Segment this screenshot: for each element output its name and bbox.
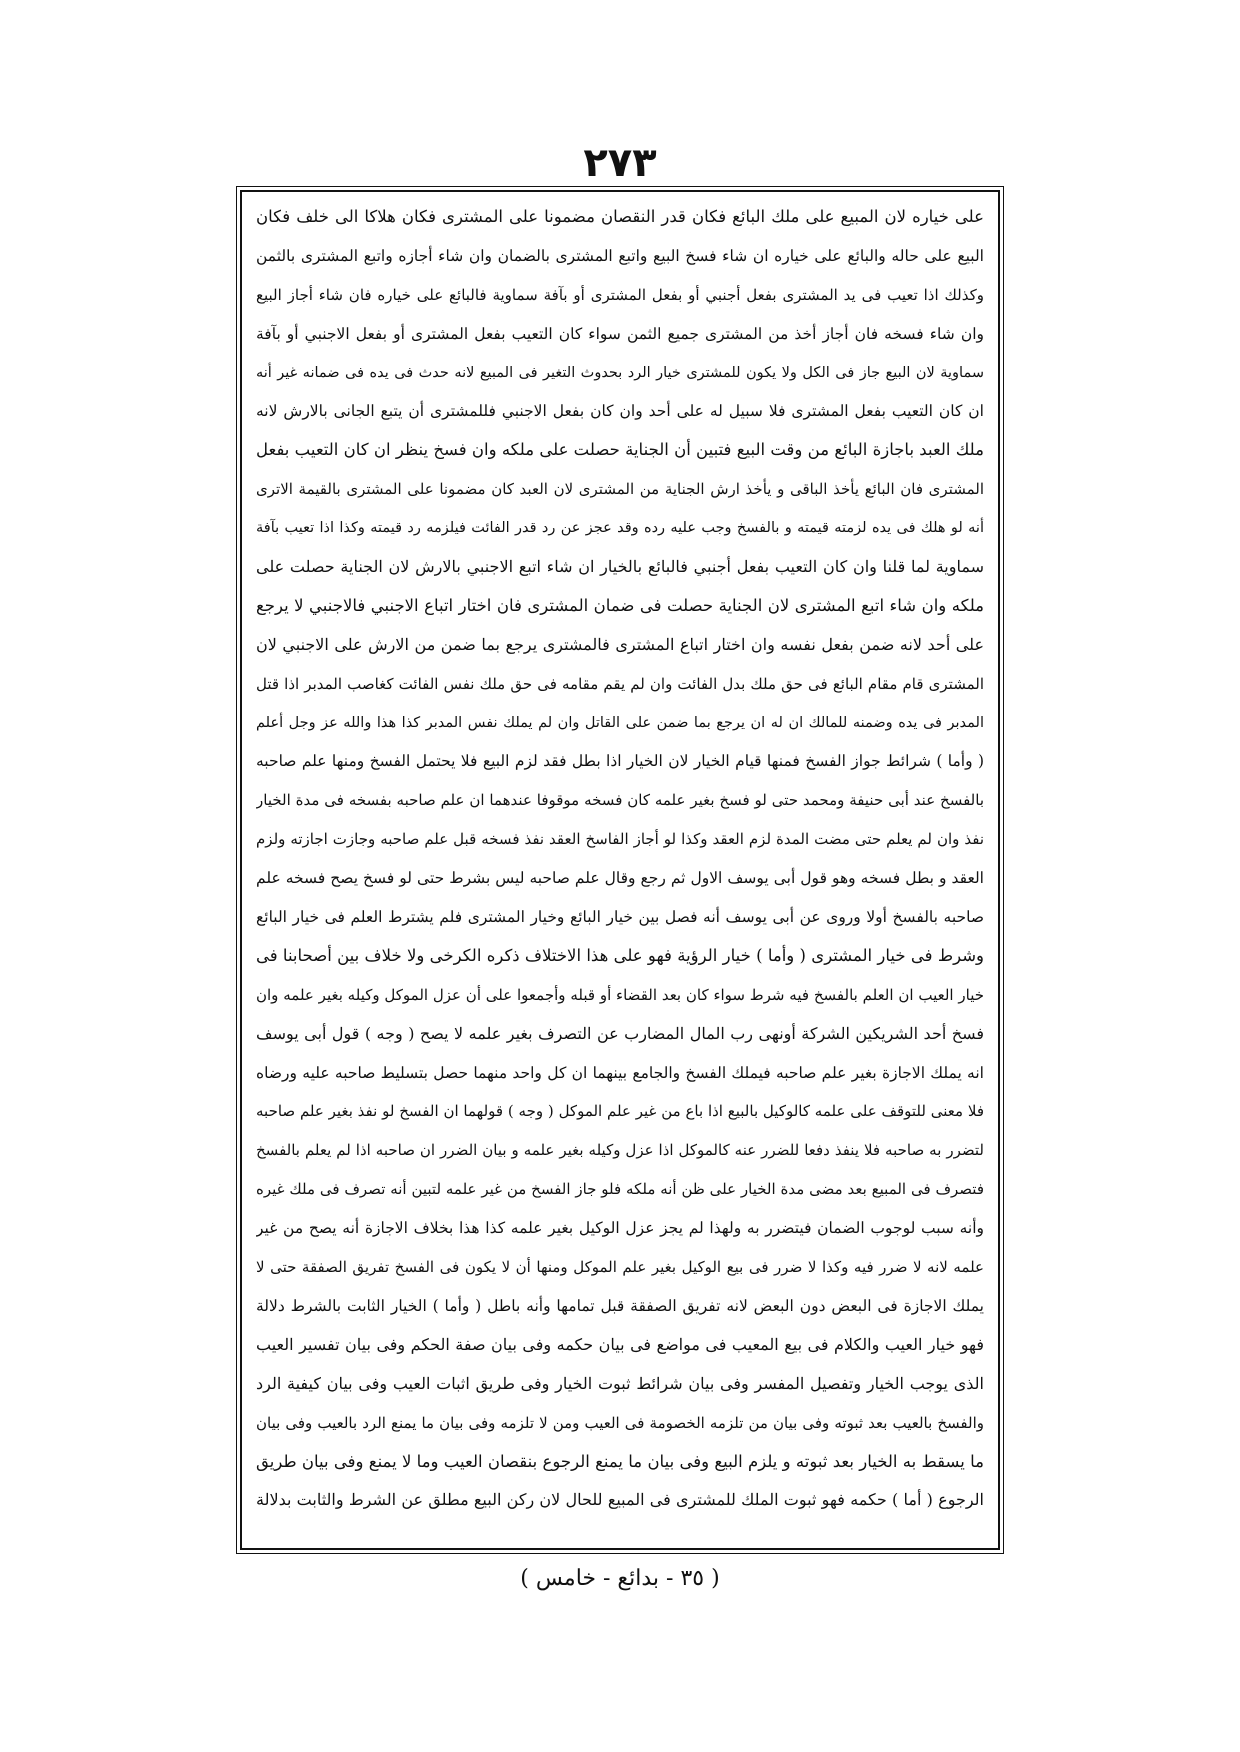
text-line: فتصرف فى المبيع بعد مضى مدة الخيار على ظن أنه ملكه فلو جاز الفسخ من غير علمه لتبين أنه تصرف فى ملك غيره bbox=[256, 1180, 984, 1199]
text-line: خيار العيب ان العلم بالفسخ فيه شرط سواء كان بعد القضاء أو قبله وأجمعوا على أن عزل الموكل وكيله بغير علمه وان bbox=[256, 985, 984, 1004]
text-line: البيع على حاله والبائع على خياره ان شاء فسخ البيع واتبع المشترى بالضمان وان شاء أجازه واتبع المشترى بالثمن bbox=[256, 246, 984, 265]
text-line: انه يملك الاجازة بغير علم صاحبه فيملك الفسخ والجامع بينهما ان كل واحد منهما حصل بتسليط صاحبه عليه ورضاه bbox=[256, 1063, 984, 1082]
page-footer: ( ٣٥ - بدائع - خامس ) bbox=[520, 1566, 720, 1591]
text-line: على أحد لانه ضمن بفعل نفسه وان اختار اتباع المشترى فالمشترى يرجع بما ضمن من الارش على الاجنبي لان bbox=[256, 634, 984, 654]
text-line: والفسخ بالعيب بعد ثبوته وفى بيان من تلزمه الخصومة فى العيب ومن لا تلزمه وفى بيان ما يمنع الرد بالعيب وفى بيان bbox=[256, 1413, 984, 1432]
text-line: ( وأما ) شرائط جواز الفسخ فمنها قيام الخيار لان الخيار اذا بطل فقد لزم البيع فلا يحتمل الفسخ ومنها علم صاحبه bbox=[256, 752, 984, 771]
text-line: المدبر فى يده وضمنه للمالك ان له ان يرجع بما ضمن على القاتل وان لم يملك نفس المدبر كذا هذا والله عز وجل أعلم bbox=[256, 714, 984, 731]
text-line: المشترى فان البائع يأخذ الباقى و يأخذ ارش الجناية من المشترى لان العبد كان مضمونا على المشترى بالقيمة الاترى bbox=[256, 480, 984, 499]
text-body bbox=[256, 198, 984, 1520]
text-line: ملك العبد باجازة البائع من وقت البيع فتبين أن الجناية حصلت على ملكه وان فسخ ينظر ان كان التعيب بفعل bbox=[256, 440, 984, 460]
text-line: على خياره لان المبيع على ملك البائع فكان قدر النقصان مضمونا على المشترى فكان هلاكا الى خلف فكان bbox=[256, 207, 984, 226]
text-line: صاحبه بالفسخ أولا وروى عن أبى يوسف أنه فصل بين خيار البائع وخيار المشترى فلم يشترط العلم فى خيار البائع bbox=[256, 908, 984, 927]
text-line: علمه لانه لا ضرر فيه وكذا لا ضرر فى بيع الوكيل بغير علم الموكل ومنها أن لا يكون فى الفسخ تفريق الصفقة حتى لا bbox=[256, 1258, 984, 1277]
text-line: ملكه وان شاء اتبع المشترى لان الجناية حصلت فى ضمان المشترى فان اختار اتباع الاجنبي فالاجنبي لا يرجع bbox=[256, 595, 984, 615]
text-line: سماوية لان البيع جاز فى الكل ولا يكون للمشترى خيار الرد بحدوث التغير فى المبيع لانه حدث فى يده فى ضمانه غير أنه bbox=[256, 364, 984, 381]
text-line: وان شاء فسخه فان أجاز أخذ من المشترى جميع الثمن سواء كان التعيب بفعل المشترى أو بفعل الاجنبي أو بآفة bbox=[256, 324, 984, 343]
text-line: المشترى قام مقام البائع فى حق ملك بدل الفائت وان لم يقم مقامه فى حق ملك نفس الفائت كغاصب المدبر اذا قتل bbox=[256, 674, 984, 693]
text-line: يملك الاجازة فى البعض دون البعض لانه تفريق الصفقة قبل تمامها وأنه باطل ( وأما ) الخيار الثابت بالشرط دلالة bbox=[256, 1296, 984, 1315]
text-line: سماوية لما قلنا وان كان التعيب بفعل أجنبي فالبائع بالخيار ان شاء اتبع الاجنبي بالارش لان الجناية حصلت على bbox=[256, 557, 984, 577]
text-line: وكذلك اذا تعيب فى يد المشترى بفعل أجنبي أو بفعل المشترى أو بآفة سماوية فالبائع على خياره فان شاء أجاز البيع bbox=[256, 285, 984, 304]
text-line: بالفسخ عند أبى حنيفة ومحمد حتى لو فسخ بغير علمه كان فسخه موقوفا عندهما ان علم صاحبه بفسخه فى مدة الخيار bbox=[256, 791, 984, 810]
text-line: لتضرر به صاحبه فلا ينفذ دفعا للضرر عنه كالموكل اذا عزل وكيله بغير علمه و بيان الضرر ان صاحبه اذا لم يعلم بالفسخ bbox=[256, 1141, 984, 1160]
text-line: نفذ وان لم يعلم حتى مضت المدة لزم العقد وكذا لو أجاز الفاسخ العقد نفذ فسخه قبل علم صاحبه وجازت اجازته ولزم bbox=[256, 830, 984, 849]
text-line: ما يسقط به الخيار بعد ثبوته و يلزم البيع وفى بيان ما يمنع الرجوع بنقصان العيب وما لا يمنع وفى بيان طريق bbox=[256, 1451, 984, 1471]
text-line: أنه لو هلك فى يده لزمته قيمته و بالفسخ وجب عليه رده وقد عجز عن رد قدر الفائت فيلزمه رد قيمته وكذا اذا تعيب بآفة bbox=[256, 520, 984, 537]
text-frame bbox=[240, 190, 1000, 1550]
text-line: فسخ أحد الشريكين الشركة أونهى رب المال المضارب عن التصرف بغير علمه لا يصح ( وجه ) قول أبى يوسف bbox=[256, 1023, 984, 1043]
text-line: العقد و بطل فسخه وهو قول أبى يوسف الاول ثم رجع وقال علم صاحبه ليس بشرط حتى لو فسخ يصح فسخه علم bbox=[256, 869, 984, 888]
text-line: فلا معنى للتوقف على علمه كالوكيل بالبيع اذا باع من غير علم الموكل ( وجه ) قولهما ان الفسخ لو نفذ بغير علم صاحبه bbox=[256, 1102, 984, 1121]
text-line: وأنه سبب لوجوب الضمان فيتضرر به ولهذا لم يجز عزل الوكيل بغير علمه كذا هذا بخلاف الاجازة أنه يصح من غير bbox=[256, 1219, 984, 1238]
text-line: ان كان التعيب بفعل المشترى فلا سبيل له على أحد وان كان بفعل الاجنبي فللمشترى أن يتبع الجانى بالارش لانه bbox=[256, 402, 984, 421]
text-line: فهو خيار العيب والكلام فى بيع المعيب فى مواضع فى بيان حكمه وفى بيان صفة الحكم وفى بيان تفسير العيب bbox=[256, 1334, 984, 1354]
text-line: الذى يوجب الخيار وتفصيل المفسر وفى بيان شرائط ثبوت الخيار وفى طريق اثبات العيب وفى بيان كيفية الرد bbox=[256, 1373, 984, 1393]
text-line: الرجوع ( أما ) حكمه فهو ثبوت الملك للمشترى فى المبيع للحال لان ركن البيع مطلق عن الشرط والثابت بدلالة bbox=[256, 1490, 984, 1510]
page-number: ٢٧٣ bbox=[583, 140, 657, 186]
text-line: وشرط فى خيار المشترى ( وأما ) خيار الرؤية فهو على هذا الاختلاف ذكره الكرخى ولا خلاف بين أصحابنا فى bbox=[256, 945, 984, 965]
